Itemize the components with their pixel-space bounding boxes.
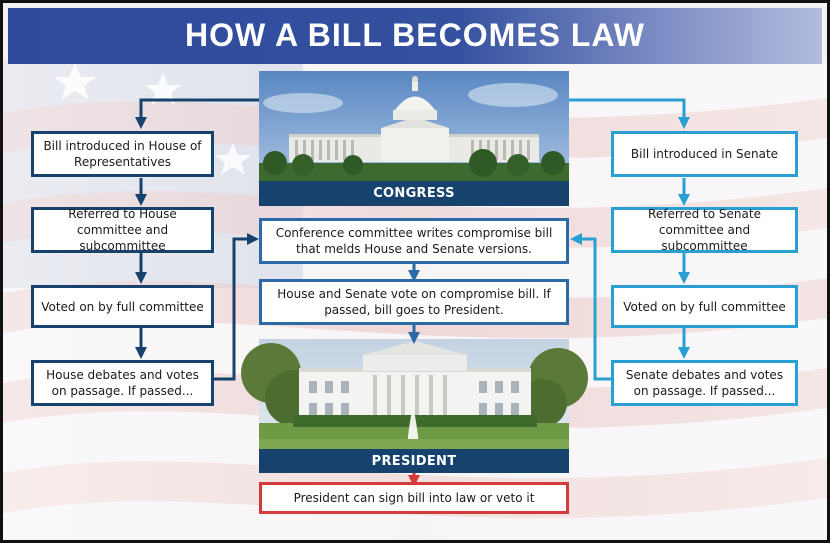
senate-step-4: Senate debates and votes on passage. If passed... xyxy=(611,360,798,406)
senate-step-2: Referred to Senate committee and subcommittee xyxy=(611,207,798,253)
conference-committee-step: Conference committee writes compromise bill that melds House and Senate versions. xyxy=(259,218,569,264)
senate-step-1: Bill introduced in Senate xyxy=(611,131,798,177)
president-banner: PRESIDENT xyxy=(259,449,569,473)
congress-banner: CONGRESS xyxy=(259,181,569,206)
house-step-3: Voted on by full committee xyxy=(31,285,214,328)
house-step-1: Bill introduced in House of Representatives xyxy=(31,131,214,177)
senate-step-3: Voted on by full committee xyxy=(611,285,798,328)
compromise-vote-step: House and Senate vote on compromise bill. If passed, bill goes to President. xyxy=(259,279,569,325)
president-decision-step: President can sign bill into law or veto it xyxy=(259,482,569,514)
page-title: HOW A BILL BECOMES LAW xyxy=(185,17,645,53)
house-step-4: House debates and votes on passage. If passed... xyxy=(31,360,214,406)
house-step-2: Referred to House committee and subcommittee xyxy=(31,207,214,253)
